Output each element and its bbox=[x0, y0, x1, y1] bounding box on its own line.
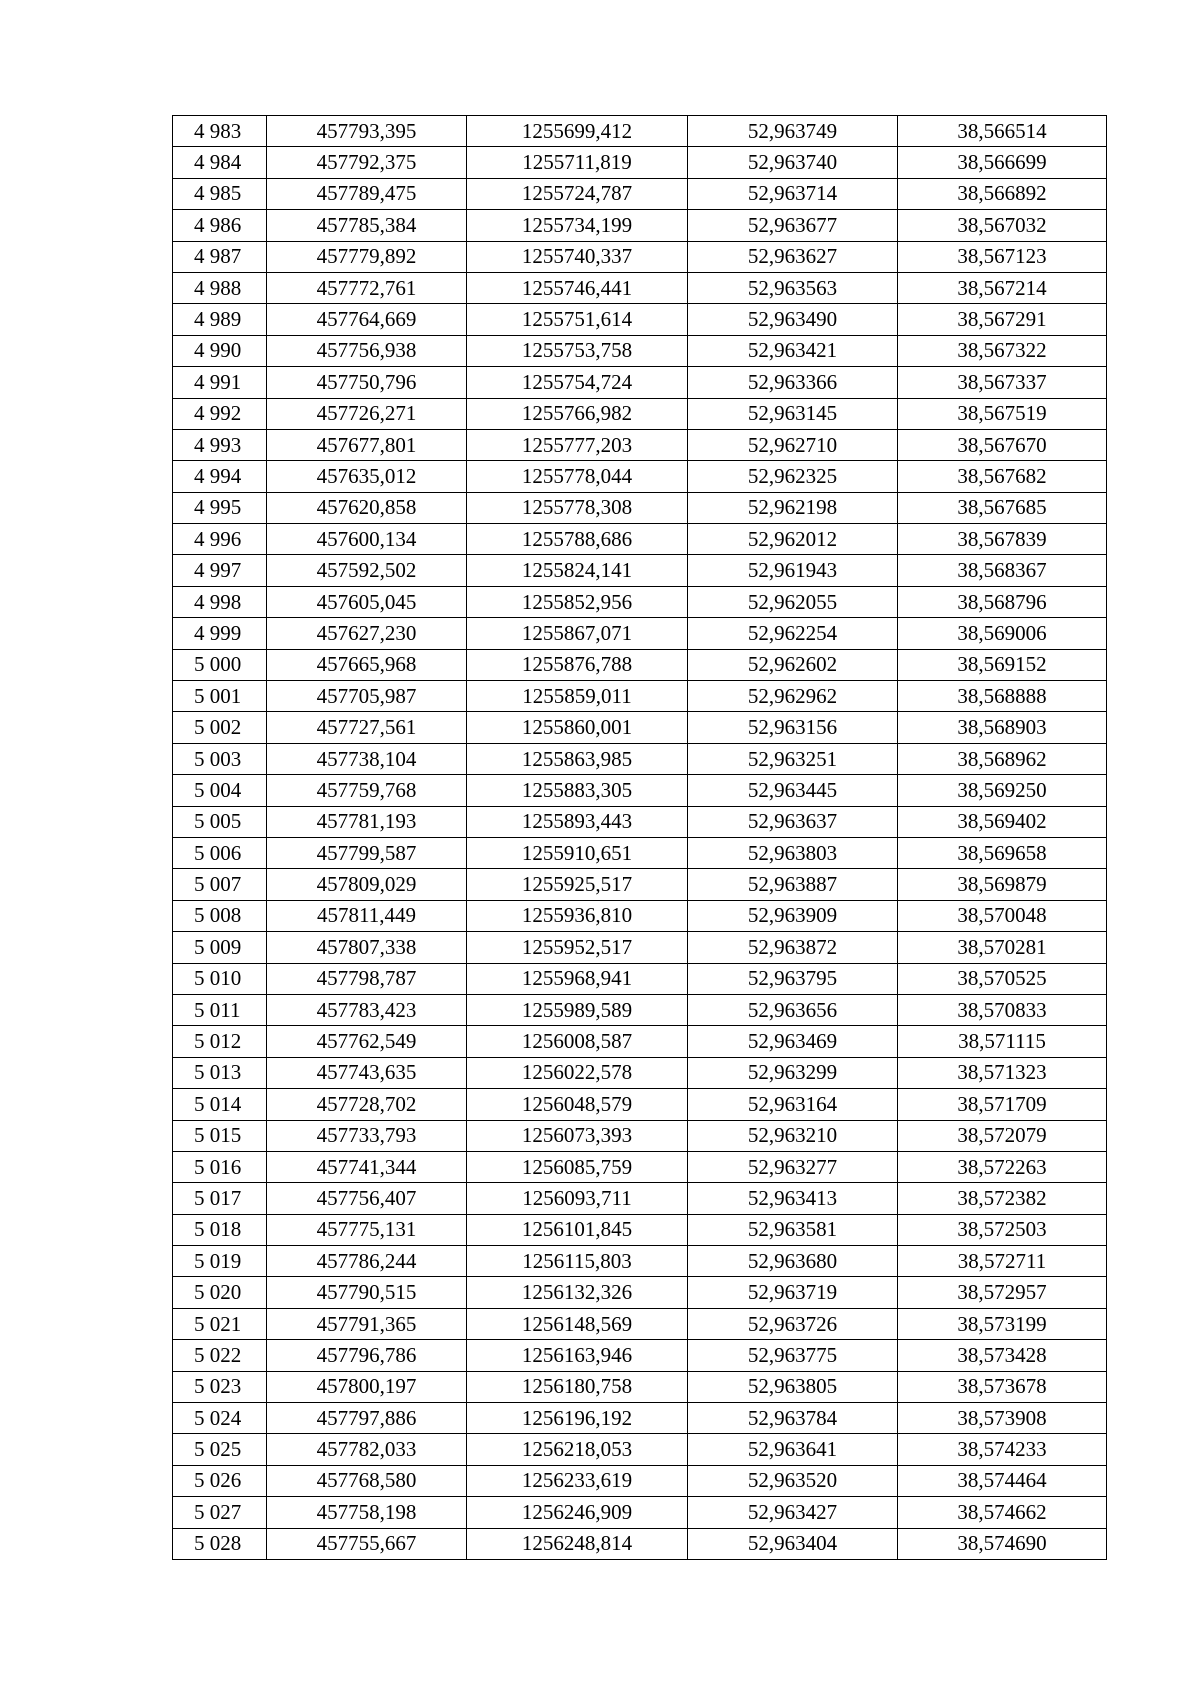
latitude-cell: 52,963887 bbox=[688, 869, 898, 900]
x-coordinate-cell: 457677,801 bbox=[267, 429, 467, 460]
y-coordinate-cell: 1255863,985 bbox=[467, 743, 688, 774]
table-row bbox=[173, 649, 1107, 680]
table-row bbox=[173, 1214, 1107, 1245]
y-coordinate-cell: 1256180,758 bbox=[467, 1371, 688, 1402]
point-number-cell: 5 024 bbox=[173, 1403, 267, 1434]
x-coordinate-cell: 457665,968 bbox=[267, 649, 467, 680]
longitude-cell: 38,567337 bbox=[898, 367, 1107, 398]
latitude-cell: 52,963145 bbox=[688, 398, 898, 429]
x-coordinate-cell: 457756,407 bbox=[267, 1183, 467, 1214]
longitude-cell: 38,568962 bbox=[898, 743, 1107, 774]
x-coordinate-cell: 457775,131 bbox=[267, 1214, 467, 1245]
latitude-cell: 52,962962 bbox=[688, 681, 898, 712]
longitude-cell: 38,566699 bbox=[898, 147, 1107, 178]
longitude-cell: 38,572382 bbox=[898, 1183, 1107, 1214]
table-row bbox=[173, 1026, 1107, 1057]
longitude-cell: 38,570281 bbox=[898, 932, 1107, 963]
y-coordinate-cell: 1256115,803 bbox=[467, 1246, 688, 1277]
point-number-cell: 5 008 bbox=[173, 900, 267, 931]
point-number-cell: 4 987 bbox=[173, 241, 267, 272]
point-number-cell: 5 020 bbox=[173, 1277, 267, 1308]
y-coordinate-cell: 1255746,441 bbox=[467, 272, 688, 303]
x-coordinate-cell: 457785,384 bbox=[267, 210, 467, 241]
point-number-cell: 4 993 bbox=[173, 429, 267, 460]
x-coordinate-cell: 457705,987 bbox=[267, 681, 467, 712]
point-number-cell: 5 011 bbox=[173, 994, 267, 1025]
table-row bbox=[173, 461, 1107, 492]
coordinates-table bbox=[172, 115, 1107, 1560]
y-coordinate-cell: 1256093,711 bbox=[467, 1183, 688, 1214]
point-number-cell: 4 984 bbox=[173, 147, 267, 178]
point-number-cell: 5 005 bbox=[173, 806, 267, 837]
table-row bbox=[173, 806, 1107, 837]
latitude-cell: 52,963680 bbox=[688, 1246, 898, 1277]
x-coordinate-cell: 457592,502 bbox=[267, 555, 467, 586]
longitude-cell: 38,573199 bbox=[898, 1308, 1107, 1339]
x-coordinate-cell: 457605,045 bbox=[267, 586, 467, 617]
table-row bbox=[173, 429, 1107, 460]
point-number-cell: 5 004 bbox=[173, 775, 267, 806]
x-coordinate-cell: 457790,515 bbox=[267, 1277, 467, 1308]
y-coordinate-cell: 1255778,308 bbox=[467, 492, 688, 523]
y-coordinate-cell: 1256101,845 bbox=[467, 1214, 688, 1245]
y-coordinate-cell: 1256132,326 bbox=[467, 1277, 688, 1308]
latitude-cell: 52,963421 bbox=[688, 335, 898, 366]
table-row bbox=[173, 1308, 1107, 1339]
latitude-cell: 52,962710 bbox=[688, 429, 898, 460]
table-row bbox=[173, 994, 1107, 1025]
y-coordinate-cell: 1255766,982 bbox=[467, 398, 688, 429]
point-number-cell: 4 985 bbox=[173, 178, 267, 209]
latitude-cell: 52,963805 bbox=[688, 1371, 898, 1402]
y-coordinate-cell: 1255952,517 bbox=[467, 932, 688, 963]
longitude-cell: 38,567322 bbox=[898, 335, 1107, 366]
longitude-cell: 38,568796 bbox=[898, 586, 1107, 617]
y-coordinate-cell: 1256218,053 bbox=[467, 1434, 688, 1465]
latitude-cell: 52,963469 bbox=[688, 1026, 898, 1057]
x-coordinate-cell: 457811,449 bbox=[267, 900, 467, 931]
point-number-cell: 5 017 bbox=[173, 1183, 267, 1214]
y-coordinate-cell: 1255734,199 bbox=[467, 210, 688, 241]
table-row bbox=[173, 1340, 1107, 1371]
x-coordinate-cell: 457791,365 bbox=[267, 1308, 467, 1339]
longitude-cell: 38,567123 bbox=[898, 241, 1107, 272]
x-coordinate-cell: 457743,635 bbox=[267, 1057, 467, 1088]
longitude-cell: 38,567519 bbox=[898, 398, 1107, 429]
y-coordinate-cell: 1256196,192 bbox=[467, 1403, 688, 1434]
x-coordinate-cell: 457799,587 bbox=[267, 837, 467, 868]
table-row bbox=[173, 272, 1107, 303]
longitude-cell: 38,567685 bbox=[898, 492, 1107, 523]
longitude-cell: 38,573428 bbox=[898, 1340, 1107, 1371]
point-number-cell: 5 010 bbox=[173, 963, 267, 994]
x-coordinate-cell: 457750,796 bbox=[267, 367, 467, 398]
point-number-cell: 5 026 bbox=[173, 1465, 267, 1496]
longitude-cell: 38,571709 bbox=[898, 1089, 1107, 1120]
table-row bbox=[173, 681, 1107, 712]
table-row bbox=[173, 1371, 1107, 1402]
latitude-cell: 52,962012 bbox=[688, 524, 898, 555]
x-coordinate-cell: 457782,033 bbox=[267, 1434, 467, 1465]
table-row bbox=[173, 147, 1107, 178]
table-row bbox=[173, 524, 1107, 555]
longitude-cell: 38,573908 bbox=[898, 1403, 1107, 1434]
x-coordinate-cell: 457600,134 bbox=[267, 524, 467, 555]
y-coordinate-cell: 1255925,517 bbox=[467, 869, 688, 900]
y-coordinate-cell: 1256048,579 bbox=[467, 1089, 688, 1120]
y-coordinate-cell: 1255893,443 bbox=[467, 806, 688, 837]
latitude-cell: 52,963520 bbox=[688, 1465, 898, 1496]
table-row bbox=[173, 1497, 1107, 1528]
point-number-cell: 4 999 bbox=[173, 618, 267, 649]
y-coordinate-cell: 1255876,788 bbox=[467, 649, 688, 680]
longitude-cell: 38,571115 bbox=[898, 1026, 1107, 1057]
table-row bbox=[173, 335, 1107, 366]
latitude-cell: 52,963366 bbox=[688, 367, 898, 398]
longitude-cell: 38,573678 bbox=[898, 1371, 1107, 1402]
x-coordinate-cell: 457786,244 bbox=[267, 1246, 467, 1277]
y-coordinate-cell: 1255883,305 bbox=[467, 775, 688, 806]
x-coordinate-cell: 457779,892 bbox=[267, 241, 467, 272]
x-coordinate-cell: 457756,938 bbox=[267, 335, 467, 366]
latitude-cell: 52,963413 bbox=[688, 1183, 898, 1214]
latitude-cell: 52,962055 bbox=[688, 586, 898, 617]
table-row bbox=[173, 900, 1107, 931]
x-coordinate-cell: 457635,012 bbox=[267, 461, 467, 492]
x-coordinate-cell: 457627,230 bbox=[267, 618, 467, 649]
latitude-cell: 52,963803 bbox=[688, 837, 898, 868]
point-number-cell: 4 997 bbox=[173, 555, 267, 586]
x-coordinate-cell: 457789,475 bbox=[267, 178, 467, 209]
point-number-cell: 5 007 bbox=[173, 869, 267, 900]
table-row bbox=[173, 1277, 1107, 1308]
x-coordinate-cell: 457768,580 bbox=[267, 1465, 467, 1496]
table-row bbox=[173, 367, 1107, 398]
x-coordinate-cell: 457764,669 bbox=[267, 304, 467, 335]
latitude-cell: 52,963210 bbox=[688, 1120, 898, 1151]
y-coordinate-cell: 1255910,651 bbox=[467, 837, 688, 868]
longitude-cell: 38,574464 bbox=[898, 1465, 1107, 1496]
table-row bbox=[173, 963, 1107, 994]
y-coordinate-cell: 1255852,956 bbox=[467, 586, 688, 617]
latitude-cell: 52,963156 bbox=[688, 712, 898, 743]
point-number-cell: 5 001 bbox=[173, 681, 267, 712]
point-number-cell: 4 991 bbox=[173, 367, 267, 398]
x-coordinate-cell: 457809,029 bbox=[267, 869, 467, 900]
longitude-cell: 38,574690 bbox=[898, 1528, 1107, 1559]
latitude-cell: 52,963749 bbox=[688, 116, 898, 147]
y-coordinate-cell: 1256163,946 bbox=[467, 1340, 688, 1371]
y-coordinate-cell: 1255754,724 bbox=[467, 367, 688, 398]
point-number-cell: 4 988 bbox=[173, 272, 267, 303]
latitude-cell: 52,963299 bbox=[688, 1057, 898, 1088]
latitude-cell: 52,963677 bbox=[688, 210, 898, 241]
longitude-cell: 38,572503 bbox=[898, 1214, 1107, 1245]
x-coordinate-cell: 457793,395 bbox=[267, 116, 467, 147]
y-coordinate-cell: 1255867,071 bbox=[467, 618, 688, 649]
y-coordinate-cell: 1255788,686 bbox=[467, 524, 688, 555]
longitude-cell: 38,567032 bbox=[898, 210, 1107, 241]
y-coordinate-cell: 1255824,141 bbox=[467, 555, 688, 586]
latitude-cell: 52,961943 bbox=[688, 555, 898, 586]
y-coordinate-cell: 1255711,819 bbox=[467, 147, 688, 178]
point-number-cell: 4 983 bbox=[173, 116, 267, 147]
latitude-cell: 52,963719 bbox=[688, 1277, 898, 1308]
point-number-cell: 4 995 bbox=[173, 492, 267, 523]
x-coordinate-cell: 457738,104 bbox=[267, 743, 467, 774]
coordinates-table-body bbox=[173, 116, 1107, 1560]
longitude-cell: 38,570833 bbox=[898, 994, 1107, 1025]
point-number-cell: 5 025 bbox=[173, 1434, 267, 1465]
point-number-cell: 5 003 bbox=[173, 743, 267, 774]
point-number-cell: 4 994 bbox=[173, 461, 267, 492]
longitude-cell: 38,569152 bbox=[898, 649, 1107, 680]
table-row bbox=[173, 116, 1107, 147]
point-number-cell: 4 986 bbox=[173, 210, 267, 241]
y-coordinate-cell: 1256148,569 bbox=[467, 1308, 688, 1339]
point-number-cell: 5 019 bbox=[173, 1246, 267, 1277]
longitude-cell: 38,569402 bbox=[898, 806, 1107, 837]
table-row bbox=[173, 1403, 1107, 1434]
latitude-cell: 52,963740 bbox=[688, 147, 898, 178]
y-coordinate-cell: 1255860,001 bbox=[467, 712, 688, 743]
x-coordinate-cell: 457807,338 bbox=[267, 932, 467, 963]
x-coordinate-cell: 457798,787 bbox=[267, 963, 467, 994]
longitude-cell: 38,567839 bbox=[898, 524, 1107, 555]
latitude-cell: 52,963490 bbox=[688, 304, 898, 335]
y-coordinate-cell: 1255936,810 bbox=[467, 900, 688, 931]
longitude-cell: 38,570048 bbox=[898, 900, 1107, 931]
latitude-cell: 52,963164 bbox=[688, 1089, 898, 1120]
latitude-cell: 52,963563 bbox=[688, 272, 898, 303]
longitude-cell: 38,570525 bbox=[898, 963, 1107, 994]
x-coordinate-cell: 457727,561 bbox=[267, 712, 467, 743]
longitude-cell: 38,567682 bbox=[898, 461, 1107, 492]
point-number-cell: 4 990 bbox=[173, 335, 267, 366]
latitude-cell: 52,963714 bbox=[688, 178, 898, 209]
latitude-cell: 52,963637 bbox=[688, 806, 898, 837]
table-row bbox=[173, 241, 1107, 272]
y-coordinate-cell: 1255751,614 bbox=[467, 304, 688, 335]
point-number-cell: 4 996 bbox=[173, 524, 267, 555]
table-row bbox=[173, 398, 1107, 429]
x-coordinate-cell: 457728,702 bbox=[267, 1089, 467, 1120]
longitude-cell: 38,568367 bbox=[898, 555, 1107, 586]
x-coordinate-cell: 457772,761 bbox=[267, 272, 467, 303]
point-number-cell: 5 014 bbox=[173, 1089, 267, 1120]
longitude-cell: 38,568903 bbox=[898, 712, 1107, 743]
longitude-cell: 38,569658 bbox=[898, 837, 1107, 868]
latitude-cell: 52,963775 bbox=[688, 1340, 898, 1371]
table-row bbox=[173, 210, 1107, 241]
y-coordinate-cell: 1255699,412 bbox=[467, 116, 688, 147]
point-number-cell: 4 992 bbox=[173, 398, 267, 429]
table-row bbox=[173, 712, 1107, 743]
y-coordinate-cell: 1256233,619 bbox=[467, 1465, 688, 1496]
longitude-cell: 38,569006 bbox=[898, 618, 1107, 649]
latitude-cell: 52,963445 bbox=[688, 775, 898, 806]
y-coordinate-cell: 1256008,587 bbox=[467, 1026, 688, 1057]
table-row bbox=[173, 178, 1107, 209]
table-row bbox=[173, 1057, 1107, 1088]
y-coordinate-cell: 1256085,759 bbox=[467, 1151, 688, 1182]
latitude-cell: 52,963277 bbox=[688, 1151, 898, 1182]
table-row bbox=[173, 304, 1107, 335]
y-coordinate-cell: 1255989,589 bbox=[467, 994, 688, 1025]
y-coordinate-cell: 1255724,787 bbox=[467, 178, 688, 209]
table-row bbox=[173, 1151, 1107, 1182]
longitude-cell: 38,568888 bbox=[898, 681, 1107, 712]
longitude-cell: 38,572079 bbox=[898, 1120, 1107, 1151]
point-number-cell: 5 000 bbox=[173, 649, 267, 680]
y-coordinate-cell: 1256022,578 bbox=[467, 1057, 688, 1088]
latitude-cell: 52,963909 bbox=[688, 900, 898, 931]
point-number-cell: 5 018 bbox=[173, 1214, 267, 1245]
x-coordinate-cell: 457796,786 bbox=[267, 1340, 467, 1371]
longitude-cell: 38,567214 bbox=[898, 272, 1107, 303]
y-coordinate-cell: 1255777,203 bbox=[467, 429, 688, 460]
longitude-cell: 38,567670 bbox=[898, 429, 1107, 460]
y-coordinate-cell: 1255740,337 bbox=[467, 241, 688, 272]
longitude-cell: 38,569879 bbox=[898, 869, 1107, 900]
point-number-cell: 5 009 bbox=[173, 932, 267, 963]
x-coordinate-cell: 457755,667 bbox=[267, 1528, 467, 1559]
y-coordinate-cell: 1256073,393 bbox=[467, 1120, 688, 1151]
longitude-cell: 38,566514 bbox=[898, 116, 1107, 147]
table-row bbox=[173, 492, 1107, 523]
x-coordinate-cell: 457762,549 bbox=[267, 1026, 467, 1057]
table-row bbox=[173, 1120, 1107, 1151]
longitude-cell: 38,569250 bbox=[898, 775, 1107, 806]
x-coordinate-cell: 457733,793 bbox=[267, 1120, 467, 1151]
y-coordinate-cell: 1255778,044 bbox=[467, 461, 688, 492]
point-number-cell: 5 027 bbox=[173, 1497, 267, 1528]
latitude-cell: 52,963427 bbox=[688, 1497, 898, 1528]
x-coordinate-cell: 457741,344 bbox=[267, 1151, 467, 1182]
table-row bbox=[173, 555, 1107, 586]
x-coordinate-cell: 457797,886 bbox=[267, 1403, 467, 1434]
longitude-cell: 38,572711 bbox=[898, 1246, 1107, 1277]
point-number-cell: 5 022 bbox=[173, 1340, 267, 1371]
point-number-cell: 5 023 bbox=[173, 1371, 267, 1402]
latitude-cell: 52,963581 bbox=[688, 1214, 898, 1245]
latitude-cell: 52,962325 bbox=[688, 461, 898, 492]
point-number-cell: 5 016 bbox=[173, 1151, 267, 1182]
latitude-cell: 52,962254 bbox=[688, 618, 898, 649]
y-coordinate-cell: 1255968,941 bbox=[467, 963, 688, 994]
longitude-cell: 38,566892 bbox=[898, 178, 1107, 209]
latitude-cell: 52,963641 bbox=[688, 1434, 898, 1465]
point-number-cell: 5 012 bbox=[173, 1026, 267, 1057]
point-number-cell: 4 989 bbox=[173, 304, 267, 335]
x-coordinate-cell: 457781,193 bbox=[267, 806, 467, 837]
table-row bbox=[173, 1434, 1107, 1465]
latitude-cell: 52,963795 bbox=[688, 963, 898, 994]
longitude-cell: 38,574233 bbox=[898, 1434, 1107, 1465]
point-number-cell: 5 013 bbox=[173, 1057, 267, 1088]
latitude-cell: 52,963872 bbox=[688, 932, 898, 963]
latitude-cell: 52,963251 bbox=[688, 743, 898, 774]
point-number-cell: 5 028 bbox=[173, 1528, 267, 1559]
point-number-cell: 5 021 bbox=[173, 1308, 267, 1339]
x-coordinate-cell: 457783,423 bbox=[267, 994, 467, 1025]
longitude-cell: 38,567291 bbox=[898, 304, 1107, 335]
table-row bbox=[173, 837, 1107, 868]
table-row bbox=[173, 869, 1107, 900]
latitude-cell: 52,963784 bbox=[688, 1403, 898, 1434]
latitude-cell: 52,962198 bbox=[688, 492, 898, 523]
y-coordinate-cell: 1255753,758 bbox=[467, 335, 688, 366]
point-number-cell: 5 002 bbox=[173, 712, 267, 743]
latitude-cell: 52,963627 bbox=[688, 241, 898, 272]
latitude-cell: 52,963404 bbox=[688, 1528, 898, 1559]
x-coordinate-cell: 457758,198 bbox=[267, 1497, 467, 1528]
table-row bbox=[173, 1246, 1107, 1277]
table-row bbox=[173, 775, 1107, 806]
y-coordinate-cell: 1256246,909 bbox=[467, 1497, 688, 1528]
y-coordinate-cell: 1256248,814 bbox=[467, 1528, 688, 1559]
longitude-cell: 38,572263 bbox=[898, 1151, 1107, 1182]
latitude-cell: 52,962602 bbox=[688, 649, 898, 680]
longitude-cell: 38,571323 bbox=[898, 1057, 1107, 1088]
x-coordinate-cell: 457792,375 bbox=[267, 147, 467, 178]
point-number-cell: 5 015 bbox=[173, 1120, 267, 1151]
table-row bbox=[173, 743, 1107, 774]
point-number-cell: 4 998 bbox=[173, 586, 267, 617]
latitude-cell: 52,963656 bbox=[688, 994, 898, 1025]
x-coordinate-cell: 457620,858 bbox=[267, 492, 467, 523]
longitude-cell: 38,572957 bbox=[898, 1277, 1107, 1308]
x-coordinate-cell: 457726,271 bbox=[267, 398, 467, 429]
x-coordinate-cell: 457759,768 bbox=[267, 775, 467, 806]
point-number-cell: 5 006 bbox=[173, 837, 267, 868]
table-row bbox=[173, 586, 1107, 617]
table-row bbox=[173, 1089, 1107, 1120]
table-row bbox=[173, 932, 1107, 963]
table-row bbox=[173, 1528, 1107, 1559]
longitude-cell: 38,574662 bbox=[898, 1497, 1107, 1528]
table-row bbox=[173, 618, 1107, 649]
latitude-cell: 52,963726 bbox=[688, 1308, 898, 1339]
x-coordinate-cell: 457800,197 bbox=[267, 1371, 467, 1402]
y-coordinate-cell: 1255859,011 bbox=[467, 681, 688, 712]
table-row bbox=[173, 1183, 1107, 1214]
table-row bbox=[173, 1465, 1107, 1496]
